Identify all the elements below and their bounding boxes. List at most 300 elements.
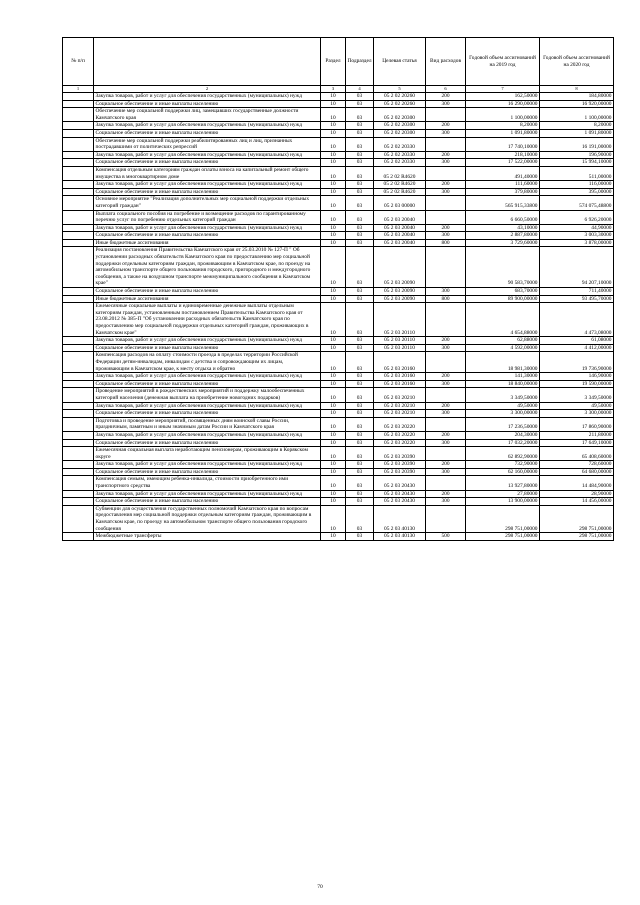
table-row (63, 410, 614, 418)
cell-celevaya: 05 2 03 20430 (374, 476, 426, 490)
cell-vid: 800 (426, 239, 466, 247)
header-2020: Годовой объем ассигнований на 2020 год (540, 38, 614, 86)
cell-name: Ежемесячные социальные выплаты и единовременные денежные выплаты отдельным категориям граждан, установленным постановлением Правительства Камчатского края от 23.08.2012 № 385-П "Об установлении расходных обязательств Камчатского края по предоставлению мер социальной поддержки отдельных категорий граждан, проживающих в Камчатском крае" (94, 303, 321, 337)
cell-vid: 300 (426, 159, 466, 167)
cell-name: Закупка товаров, работ и услуг для обеспечения государственных (муниципальных) нужд (94, 151, 321, 159)
cell-podrazdel: 03 (346, 505, 374, 532)
cell-podrazdel: 03 (346, 476, 374, 490)
cell-2020: 511,00000 (540, 166, 614, 180)
cell-2019: 6 660,50000 (466, 210, 540, 224)
cell-2019: 62 892,90000 (466, 447, 540, 461)
cell-vid: 300 (426, 188, 466, 196)
cell-2019: 17 236,50000 (466, 417, 540, 431)
cell-celevaya: 05 2 03 20090 (374, 295, 426, 303)
cell-vid (426, 388, 466, 402)
cell-2019: 3 349,50000 (466, 388, 540, 402)
cell-vid (426, 505, 466, 532)
cell-number (63, 122, 94, 130)
cell-number (63, 288, 94, 296)
cell-2019: 4 592,00000 (466, 344, 540, 352)
cell-celevaya: 05 2 03 20210 (374, 388, 426, 402)
cell-2019: 27,80000 (466, 490, 540, 498)
cell-2020: 17 649,10000 (540, 439, 614, 447)
cell-2020: 65 408,60000 (540, 447, 614, 461)
cell-name: Закупка товаров, работ и услуг для обеспечения государственных (муниципальных) нужд (94, 122, 321, 130)
cell-razdel: 10 (321, 431, 346, 439)
cell-vid (426, 108, 466, 122)
cell-celevaya: 05 2 03 40130 (374, 505, 426, 532)
cell-2020: 15 994,10000 (540, 159, 614, 167)
cell-celevaya: 05 2 03 00000 (374, 196, 426, 210)
cell-number (63, 344, 94, 352)
cell-podrazdel: 03 (346, 337, 374, 345)
cell-celevaya: 05 2 03 20040 (374, 232, 426, 240)
cell-number (63, 166, 94, 180)
cell-razdel: 10 (321, 439, 346, 447)
cell-number (63, 533, 94, 541)
cell-celevaya: 05 2 02 20300 (374, 129, 426, 137)
cell-vid: 500 (426, 533, 466, 541)
cell-name: Социальное обеспечение и иные выплаты населению (94, 232, 321, 240)
header-vid: Вид расходов (426, 38, 466, 86)
cell-vid: 200 (426, 93, 466, 101)
cell-name: Межбюджетные трансферты (94, 533, 321, 541)
cell-podrazdel: 03 (346, 196, 374, 210)
cell-podrazdel: 03 (346, 373, 374, 381)
cell-razdel: 10 (321, 461, 346, 469)
cell-razdel: 10 (321, 196, 346, 210)
table-row (63, 490, 614, 498)
cell-razdel: 10 (321, 337, 346, 345)
cell-2019: 298 751,00000 (466, 505, 540, 532)
cell-celevaya: 05 2 03 20040 (374, 239, 426, 247)
cell-vid: 300 (426, 410, 466, 418)
cell-2019: 111,60000 (466, 181, 540, 189)
cell-2020: 711,40000 (540, 288, 614, 296)
table-row (63, 533, 614, 541)
cell-2020: 93 495,70000 (540, 295, 614, 303)
table-row (63, 352, 614, 373)
cell-celevaya: 05 2 02 20330 (374, 159, 426, 167)
header-number: № п/п (63, 38, 94, 86)
cell-name: Социальное обеспечение и иные выплаты населению (94, 129, 321, 137)
cell-razdel: 10 (321, 295, 346, 303)
cell-number (63, 100, 94, 108)
cell-2019: 3 729,60000 (466, 239, 540, 247)
cell-2020: 196,90000 (540, 151, 614, 159)
cell-number (63, 303, 94, 337)
cell-number (63, 181, 94, 189)
cell-2019: 17 522,00000 (466, 159, 540, 167)
cell-2020: 49,50000 (540, 402, 614, 410)
cell-number (63, 402, 94, 410)
cell-razdel: 10 (321, 468, 346, 476)
cell-podrazdel: 03 (346, 402, 374, 410)
cell-razdel: 10 (321, 137, 346, 151)
cell-celevaya: 05 2 02 R4620 (374, 188, 426, 196)
column-number: 4 (346, 86, 374, 93)
cell-name: Подготовка и проведение мероприятий, посвященных дням воинской славы России, праздничным, памятным и иным значимым датам России и Камчатского края (94, 417, 321, 431)
table-row (63, 93, 614, 101)
cell-number (63, 224, 94, 232)
cell-razdel: 10 (321, 159, 346, 167)
cell-name: Компенсация семьям, имеющим ребенка-инвалида, стоимости приобретенного ими транспортного средства (94, 476, 321, 490)
cell-number (63, 159, 94, 167)
cell-number (63, 129, 94, 137)
cell-razdel: 10 (321, 100, 346, 108)
cell-vid: 200 (426, 337, 466, 345)
table-row (63, 476, 614, 490)
cell-razdel: 10 (321, 93, 346, 101)
cell-celevaya: 05 2 03 20220 (374, 417, 426, 431)
cell-name: Социальное обеспечение и иные выплаты населению (94, 100, 321, 108)
cell-2020: 1 091,80000 (540, 129, 614, 137)
cell-razdel: 10 (321, 108, 346, 122)
table-row (63, 224, 614, 232)
cell-number (63, 93, 94, 101)
table-row (63, 303, 614, 337)
cell-celevaya: 05 2 02 20330 (374, 137, 426, 151)
cell-2020: 4 412,00000 (540, 344, 614, 352)
cell-name: Реализация постановления Правительства Камчатского края от 25.03.2010 № 127-П " Об установлении расходных обязательств Камчатского края по предоставлению мер социальной поддержки отдельным категориям граждан, проживающим в Камчатском крае, по проезду на автомобильном транспорте общего пользования городского, пригородного и междугородного сообщения, а также на воздушном транспорте межмуниципального сообщения в Камчатском крае" (94, 247, 321, 288)
cell-podrazdel: 03 (346, 239, 374, 247)
cell-2019: 4 654,88000 (466, 303, 540, 337)
cell-name: Закупка товаров, работ и услуг для обеспечения государственных (муниципальных) нужд (94, 431, 321, 439)
cell-celevaya: 05 2 02 20300 (374, 122, 426, 130)
cell-2020: 3 300,00000 (540, 410, 614, 418)
cell-celevaya: 05 2 03 20210 (374, 402, 426, 410)
table-row (63, 337, 614, 345)
table-row (63, 196, 614, 210)
cell-number (63, 247, 94, 288)
cell-2019: 683,70000 (466, 288, 540, 296)
cell-celevaya: 05 2 02 R4620 (374, 181, 426, 189)
column-number: 2 (94, 86, 321, 93)
cell-name: Основное мероприятие "Реализация дополнительных мер социальной поддержки отдельных категорий граждан" (94, 196, 321, 210)
cell-number (63, 151, 94, 159)
cell-celevaya: 05 2 03 20210 (374, 410, 426, 418)
cell-razdel: 10 (321, 232, 346, 240)
cell-podrazdel: 03 (346, 210, 374, 224)
header-celevaya: Целевая статья (374, 38, 426, 86)
cell-celevaya: 05 2 02 20330 (374, 151, 426, 159)
cell-name: Иные бюджетные ассигнования (94, 239, 321, 247)
cell-podrazdel: 03 (346, 232, 374, 240)
table-row (63, 151, 614, 159)
table-row (63, 388, 614, 402)
cell-name: Выплата социального пособия на погребение и возмещение расходов по гарантированному перечню услуг по погребению отдельных категорий граждан (94, 210, 321, 224)
cell-name: Закупка товаров, работ и услуг для обеспечения государственных (муниципальных) нужд (94, 373, 321, 381)
cell-razdel: 10 (321, 373, 346, 381)
page-number: 70 (317, 884, 323, 890)
table-row (63, 344, 614, 352)
cell-podrazdel: 03 (346, 344, 374, 352)
cell-2019: 17 740,10000 (466, 137, 540, 151)
cell-2020: 19 590,00000 (540, 380, 614, 388)
cell-vid (426, 352, 466, 373)
cell-celevaya: 05 2 03 20160 (374, 380, 426, 388)
cell-celevaya: 05 2 03 20090 (374, 247, 426, 288)
cell-2019: 13 927,80000 (466, 476, 540, 490)
cell-vid: 200 (426, 402, 466, 410)
cell-podrazdel: 03 (346, 303, 374, 337)
cell-vid: 200 (426, 181, 466, 189)
cell-name: Компенсация расходов на оплату стоимости проезда в пределах территории Российской Федерации детям-инвалидам, инвалидам с детства и сопровождающим их лицам, проживающим в Камчатском крае, к месту отдыха и обратно (94, 352, 321, 373)
cell-razdel: 10 (321, 476, 346, 490)
table-row (63, 447, 614, 461)
table-row (63, 232, 614, 240)
cell-razdel: 10 (321, 388, 346, 402)
cell-name: Компенсация отдельным категориям граждан оплаты взноса на капитальный ремонт общего имущества в многоквартирном доме (94, 166, 321, 180)
cell-vid: 200 (426, 373, 466, 381)
cell-celevaya: 05 2 03 20160 (374, 373, 426, 381)
cell-podrazdel: 03 (346, 431, 374, 439)
table-row (63, 417, 614, 431)
cell-vid: 300 (426, 344, 466, 352)
cell-name: Закупка товаров, работ и услуг для обеспечения государственных (муниципальных) нужд (94, 337, 321, 345)
cell-podrazdel: 03 (346, 490, 374, 498)
cell-2020: 3 003,30000 (540, 232, 614, 240)
cell-razdel: 10 (321, 224, 346, 232)
cell-vid (426, 447, 466, 461)
cell-2019: 204,30000 (466, 431, 540, 439)
cell-celevaya: 05 2 03 20220 (374, 439, 426, 447)
cell-vid (426, 196, 466, 210)
cell-vid: 300 (426, 288, 466, 296)
cell-podrazdel: 03 (346, 352, 374, 373)
cell-podrazdel: 03 (346, 295, 374, 303)
cell-name: Иные бюджетные ассигнования (94, 295, 321, 303)
cell-podrazdel: 03 (346, 100, 374, 108)
cell-2020: 4 473,08000 (540, 303, 614, 337)
cell-number (63, 461, 94, 469)
cell-celevaya: 05 2 03 20110 (374, 337, 426, 345)
header-podrazdel: Подраздел (346, 38, 374, 86)
cell-2019: 379,80000 (466, 188, 540, 196)
cell-podrazdel: 03 (346, 417, 374, 431)
table-row (63, 498, 614, 506)
cell-podrazdel: 03 (346, 181, 374, 189)
cell-podrazdel: 03 (346, 188, 374, 196)
cell-2019: 3 300,00000 (466, 410, 540, 418)
cell-2019: 298 751,00000 (466, 533, 540, 541)
cell-vid: 200 (426, 224, 466, 232)
cell-razdel: 10 (321, 352, 346, 373)
column-number: 1 (63, 86, 94, 93)
cell-2020: 146,90000 (540, 373, 614, 381)
table-row (63, 505, 614, 532)
table-row (63, 247, 614, 288)
cell-2019: 18 840,00000 (466, 380, 540, 388)
header-name (94, 38, 321, 86)
cell-2019: 90 583,70000 (466, 247, 540, 288)
cell-2020: 6 926,20000 (540, 210, 614, 224)
cell-vid: 800 (426, 295, 466, 303)
cell-razdel: 10 (321, 288, 346, 296)
cell-name: Обеспечение мер социальной поддержки реабилитированных лиц и лиц, признанных пострадавшими от политических репрессий (94, 137, 321, 151)
cell-2019: 732,90000 (466, 461, 540, 469)
cell-2020: 728,60000 (540, 461, 614, 469)
cell-celevaya: 05 2 03 20110 (374, 303, 426, 337)
cell-name: Социальное обеспечение и иные выплаты населению (94, 468, 321, 476)
cell-2020: 94 207,10000 (540, 247, 614, 288)
cell-vid (426, 210, 466, 224)
table-row (63, 402, 614, 410)
cell-2019: 141,30000 (466, 373, 540, 381)
cell-podrazdel: 03 (346, 108, 374, 122)
cell-podrazdel: 03 (346, 498, 374, 506)
cell-2020: 211,80000 (540, 431, 614, 439)
table-row (63, 288, 614, 296)
cell-vid: 300 (426, 468, 466, 476)
cell-number (63, 108, 94, 122)
header-2019: Годовой объем ассигнований на 2019 год (466, 38, 540, 86)
cell-podrazdel: 03 (346, 151, 374, 159)
cell-2019: 491,40000 (466, 166, 540, 180)
cell-razdel: 10 (321, 490, 346, 498)
table-row (63, 166, 614, 180)
cell-2019: 18 981,30000 (466, 352, 540, 373)
table-row (63, 239, 614, 247)
table-row (63, 210, 614, 224)
table-body (63, 93, 614, 541)
cell-podrazdel: 03 (346, 166, 374, 180)
cell-number (63, 239, 94, 247)
cell-celevaya: 05 2 03 20390 (374, 447, 426, 461)
cell-vid (426, 303, 466, 337)
cell-name: Социальное обеспечение и иные выплаты населению (94, 410, 321, 418)
cell-number (63, 210, 94, 224)
cell-podrazdel: 03 (346, 122, 374, 130)
cell-2019: 1 091,80000 (466, 129, 540, 137)
cell-celevaya: 05 2 03 20040 (374, 224, 426, 232)
cell-podrazdel: 03 (346, 439, 374, 447)
cell-name: Субвенции для осуществления государственных полномочий Камчатского края по вопросам предоставления мер социальной поддержки отдельным категориям граждан, проживающим в Камчатском крае, по проезду на автомобильном транспорте общего пользования городского сообщения (94, 505, 321, 532)
cell-razdel: 10 (321, 380, 346, 388)
cell-number (63, 498, 94, 506)
cell-2019: 89 900,00000 (466, 295, 540, 303)
column-number: 3 (321, 86, 346, 93)
cell-2019: 62,88000 (466, 337, 540, 345)
cell-vid: 200 (426, 151, 466, 159)
cell-razdel: 10 (321, 447, 346, 461)
cell-2020: 64 680,00000 (540, 468, 614, 476)
cell-razdel: 10 (321, 303, 346, 337)
cell-number (63, 447, 94, 461)
cell-vid (426, 417, 466, 431)
cell-celevaya: 05 2 02 20260 (374, 93, 426, 101)
cell-name: Закупка товаров, работ и услуг для обеспечения государственных (муниципальных) нужд (94, 461, 321, 469)
cell-vid (426, 166, 466, 180)
cell-podrazdel: 03 (346, 159, 374, 167)
cell-podrazdel: 03 (346, 224, 374, 232)
cell-vid: 300 (426, 498, 466, 506)
cell-name: Закупка товаров, работ и услуг для обеспечения государственных (муниципальных) нужд (94, 224, 321, 232)
cell-vid: 300 (426, 129, 466, 137)
cell-2019: 218,10000 (466, 151, 540, 159)
cell-number (63, 468, 94, 476)
cell-razdel: 10 (321, 505, 346, 532)
cell-razdel: 10 (321, 188, 346, 196)
cell-razdel: 10 (321, 344, 346, 352)
cell-vid: 200 (426, 461, 466, 469)
cell-vid: 200 (426, 490, 466, 498)
table-row (63, 137, 614, 151)
cell-podrazdel: 03 (346, 461, 374, 469)
header-row (63, 38, 614, 86)
cell-name: Социальное обеспечение и иные выплаты населению (94, 188, 321, 196)
cell-2020: 395,00000 (540, 188, 614, 196)
cell-2020: 1 100,00000 (540, 108, 614, 122)
cell-2020: 17 860,90000 (540, 417, 614, 431)
table-row (63, 129, 614, 137)
table-row (63, 295, 614, 303)
cell-podrazdel: 03 (346, 288, 374, 296)
cell-2020: 298 751,00000 (540, 533, 614, 541)
cell-number (63, 417, 94, 431)
cell-2019: 43,10000 (466, 224, 540, 232)
cell-2020: 3 878,00000 (540, 239, 614, 247)
cell-razdel: 10 (321, 239, 346, 247)
cell-razdel: 10 (321, 210, 346, 224)
cell-number (63, 490, 94, 498)
cell-name: Социальное обеспечение и иные выплаты населению (94, 439, 321, 447)
cell-razdel: 10 (321, 498, 346, 506)
table-row (63, 439, 614, 447)
cell-razdel: 10 (321, 166, 346, 180)
cell-2019: 2 887,80000 (466, 232, 540, 240)
column-number-row (63, 86, 614, 93)
cell-2019: 13 900,00000 (466, 498, 540, 506)
cell-celevaya: 05 2 02 20260 (374, 100, 426, 108)
cell-number (63, 295, 94, 303)
cell-number (63, 352, 94, 373)
table-row (63, 122, 614, 130)
cell-2019: 16 290,00000 (466, 100, 540, 108)
cell-number (63, 337, 94, 345)
cell-celevaya: 05 2 03 20390 (374, 461, 426, 469)
cell-name: Социальное обеспечение и иные выплаты населению (94, 380, 321, 388)
cell-celevaya: 05 2 03 40130 (374, 533, 426, 541)
cell-razdel: 10 (321, 410, 346, 418)
table-row (63, 159, 614, 167)
cell-name: Закупка товаров, работ и услуг для обеспечения государственных (муниципальных) нужд (94, 490, 321, 498)
cell-celevaya: 05 2 03 20040 (374, 210, 426, 224)
cell-2019: 565 915,33800 (466, 196, 540, 210)
table-row (63, 380, 614, 388)
cell-2019: 49,50000 (466, 402, 540, 410)
cell-razdel: 10 (321, 533, 346, 541)
cell-2019: 1 100,00000 (466, 108, 540, 122)
cell-podrazdel: 03 (346, 468, 374, 476)
header-razdel: Раздел (321, 38, 346, 86)
cell-razdel: 10 (321, 181, 346, 189)
cell-name: Социальное обеспечение и иные выплаты населению (94, 344, 321, 352)
cell-podrazdel: 03 (346, 410, 374, 418)
cell-vid: 200 (426, 431, 466, 439)
cell-podrazdel: 03 (346, 247, 374, 288)
cell-podrazdel: 03 (346, 137, 374, 151)
cell-vid (426, 137, 466, 151)
column-number: 6 (426, 86, 466, 93)
cell-2019: 8,20000 (466, 122, 540, 130)
cell-razdel: 10 (321, 402, 346, 410)
cell-number (63, 476, 94, 490)
column-number: 8 (540, 86, 614, 93)
cell-2019: 17 032,20000 (466, 439, 540, 447)
cell-podrazdel: 03 (346, 447, 374, 461)
table-row (63, 431, 614, 439)
